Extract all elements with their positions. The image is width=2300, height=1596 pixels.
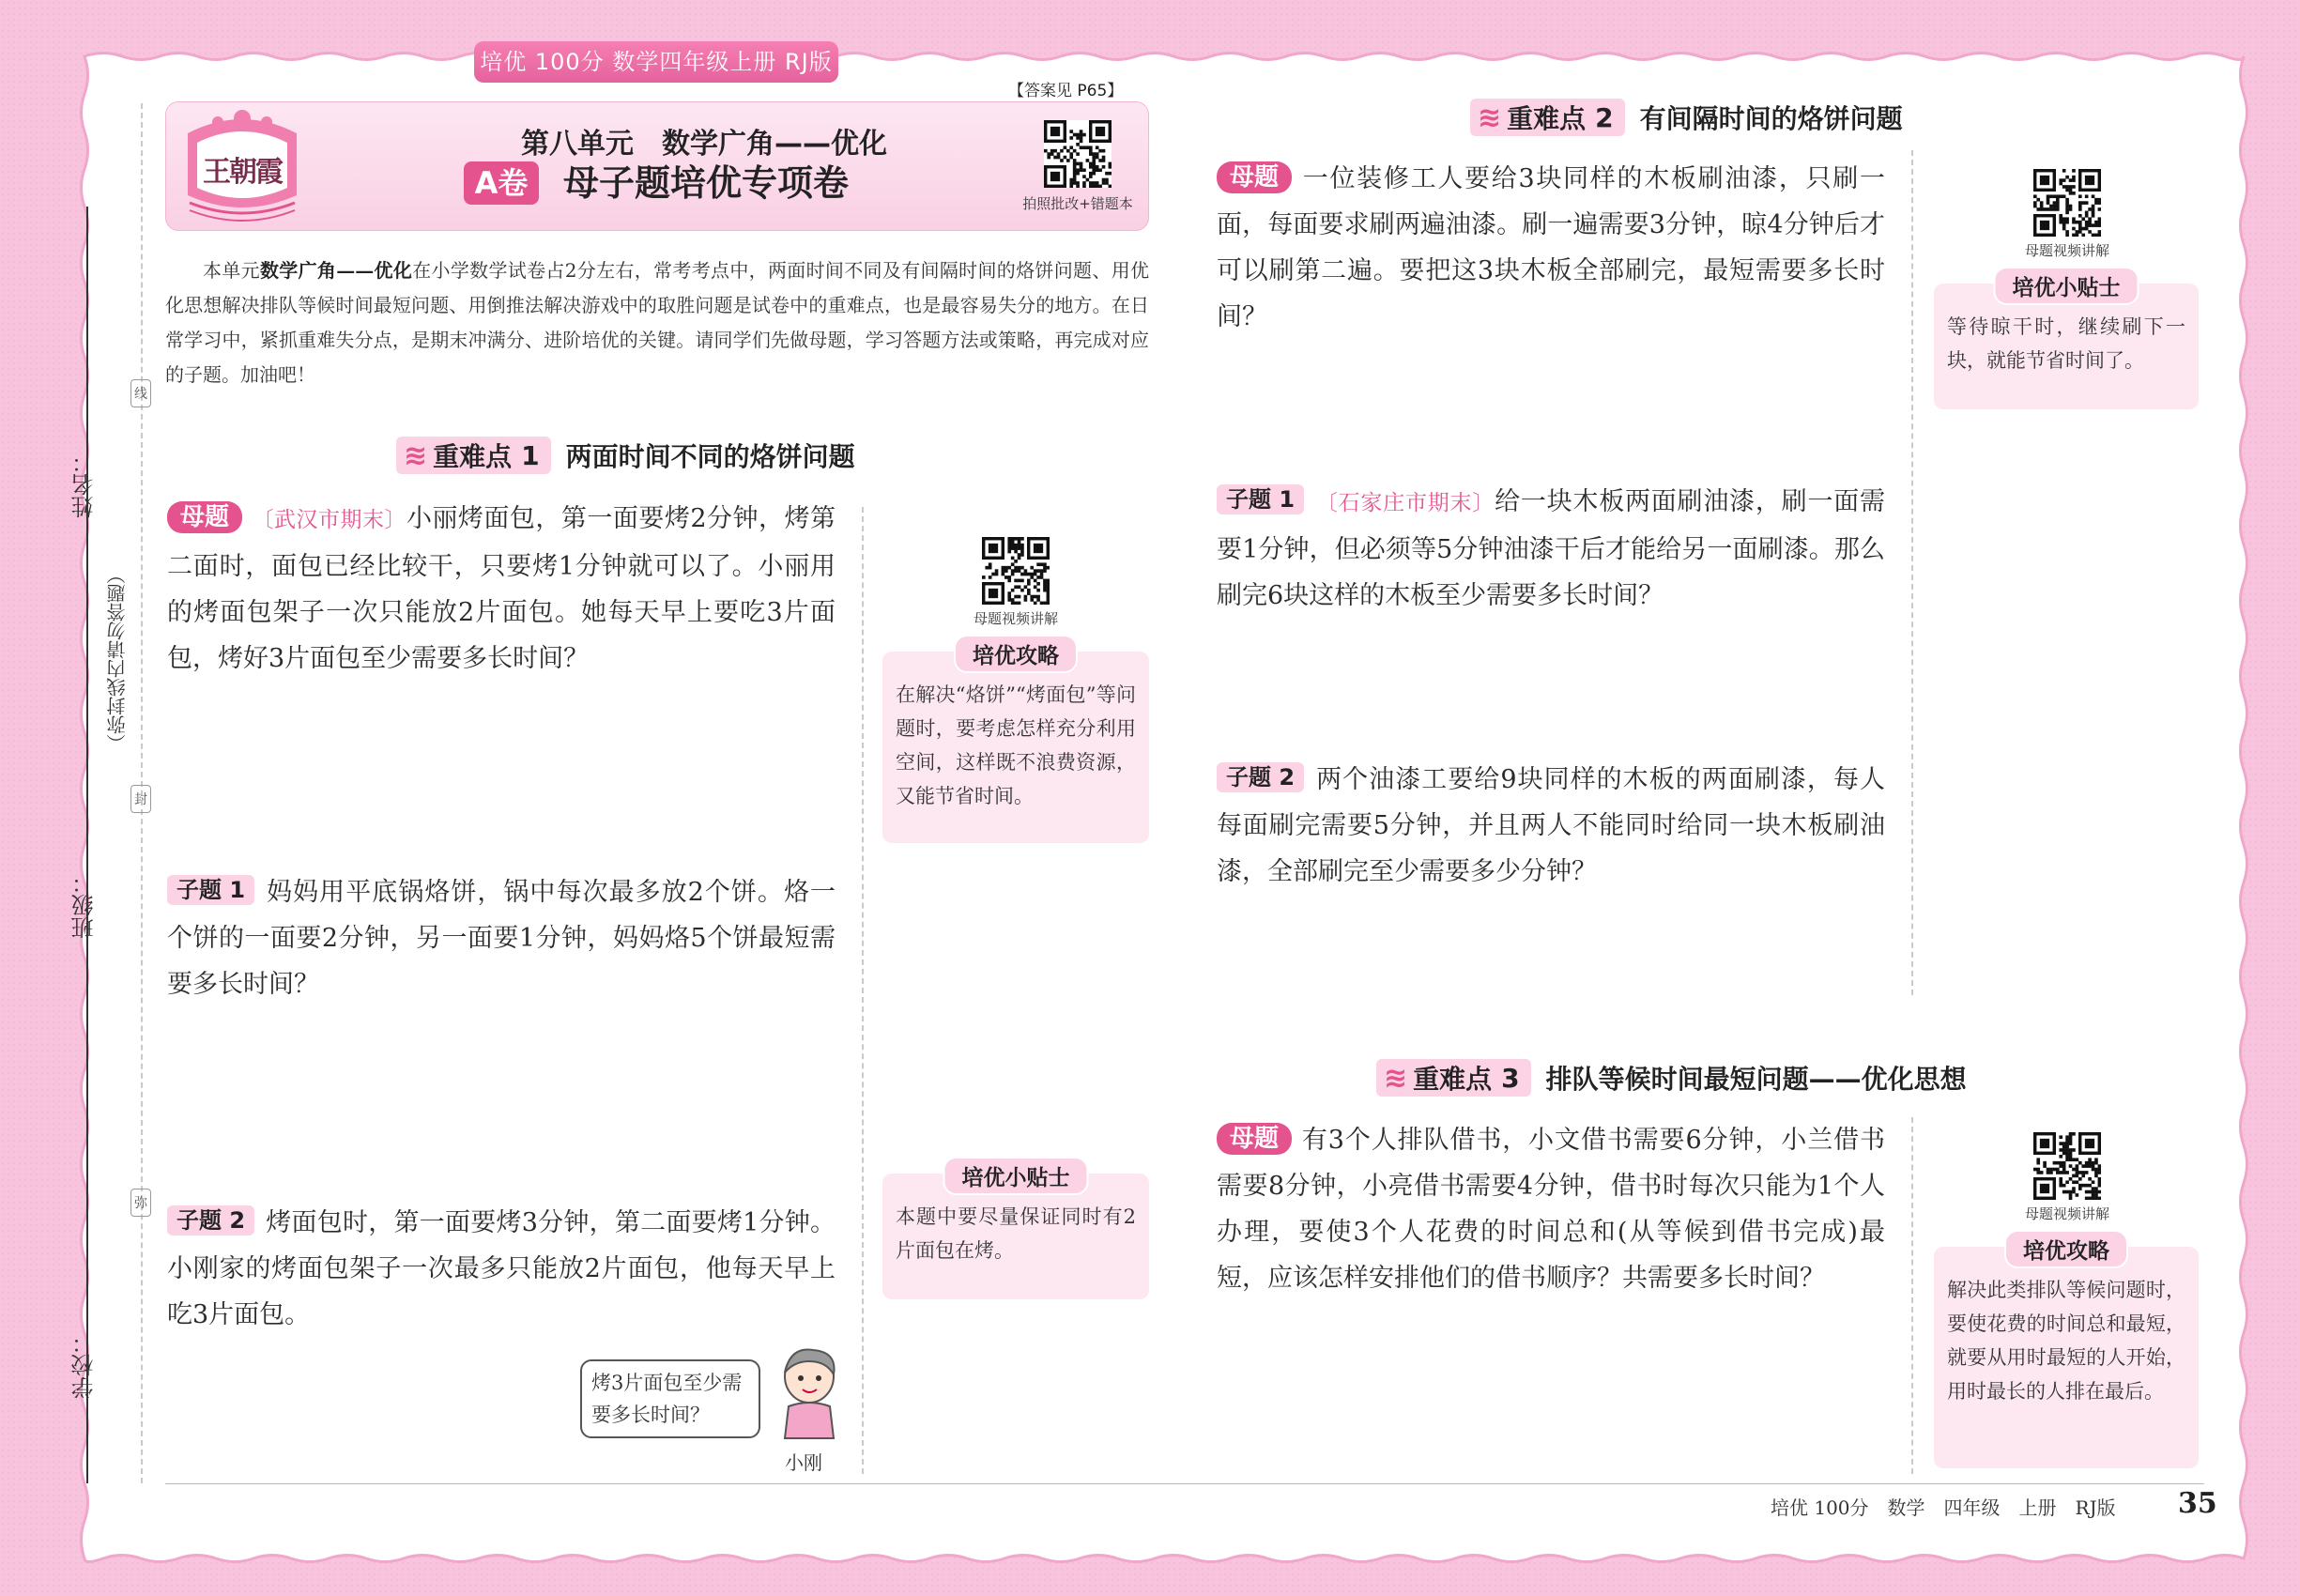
intro-prefix: 本单元 bbox=[203, 259, 260, 282]
problem-text: 给一块木板两面刷油漆，刷一面需要1分钟，但必须等5分钟油漆干后才能给另一面刷漆。那么刷完6块这样的木板至少需要多长时间？ bbox=[1217, 487, 1886, 610]
mother-tag: 母题 bbox=[167, 501, 242, 533]
section-1-sub-problem-1 bbox=[167, 869, 836, 1007]
unit-title: 第八单元 数学广角——优化 bbox=[521, 128, 887, 161]
section-1-sub-problem-2 bbox=[167, 1200, 836, 1338]
footer-rule bbox=[165, 1483, 2204, 1484]
answer-reference: 【答案见 P65】 bbox=[1008, 82, 1124, 100]
boy-character-icon bbox=[772, 1344, 847, 1448]
section-2-header bbox=[1470, 99, 1903, 136]
binding-line bbox=[86, 207, 88, 1483]
tip-box-strategy bbox=[882, 644, 1149, 843]
section-2-sub-problem-2 bbox=[1217, 757, 1885, 895]
problem-text: 小丽烤面包，第一面要烤2分钟，烤第二面时，面包已经比较干，只要烤1分钟就可以了。小丽用的烤面包架子一次只能放2片面包。她每天早上要吃3片面包，烤好3片面包至少需要多长时间？ bbox=[167, 504, 836, 673]
tip-title: 培优攻略 bbox=[954, 635, 1078, 673]
problem-text: 烤面包时，第一面要烤3分钟，第二面要烤1分钟。小刚家的烤面包架子一次最多只能放2片面包，他每天早上吃3片面包。 bbox=[167, 1208, 836, 1329]
qr-caption: 母题视频讲解 bbox=[2024, 242, 2109, 259]
tip-title: 培优攻略 bbox=[2004, 1230, 2128, 1268]
page-number: 35 bbox=[2178, 1487, 2217, 1520]
brand-logo-text: 王朝霞 bbox=[203, 156, 282, 189]
problem-text: 两个油漆工要给9块同样的木板的两面刷漆，每人每面刷完需要5分钟，并且两人不能同时给同一块木板刷油漆，全部刷完至少需要多少分钟？ bbox=[1217, 765, 1885, 886]
section-1-title: 两面时间不同的烙饼问题 bbox=[565, 441, 855, 472]
problem-text: 妈妈用平底锅烙饼，锅中每次最多放2个饼。烙一个饼的一面要2分钟，另一面要1分钟，妈妈烙5个饼最短需要多长时间？ bbox=[167, 878, 836, 999]
qr-caption: 拍照批改+错题本 bbox=[1022, 195, 1133, 212]
source-tag: 〔武汉市期末〕 bbox=[252, 508, 406, 532]
problem-text: 有3个人排队借书，小文借书需要6分钟，小兰借书需要8分钟，小亮借书需要4分钟，借书时每次只能为1个人办理，要使3个人花费的时间总和(从等候到借书完成)最短，应该怎样安排他们的借书顺序？共需要多长时间？ bbox=[1217, 1126, 1885, 1293]
qr-code-icon[interactable] bbox=[2033, 169, 2101, 237]
seal-notice: （弥封线内请勿答题） bbox=[106, 565, 129, 753]
tip-body: 解决此类排队等候问题时，要使花费的时间总和最短，就要从用时最短的人开始，用时最长的人排在最后。 bbox=[1947, 1279, 2185, 1403]
column-divider bbox=[1911, 1117, 1913, 1474]
section-1-badge: ≋ 重难点 1 bbox=[396, 437, 551, 474]
mother-tag: 母题 bbox=[1217, 1123, 1292, 1155]
section-3-title: 排队等候时间最短问题——优化思想 bbox=[1545, 1064, 1967, 1095]
source-tag: 〔石家庄市期末〕 bbox=[1315, 491, 1495, 515]
tip-body: 本题中要尽量保证同时有2片面包在烤。 bbox=[896, 1205, 1136, 1262]
footer-text: 培优 100分 数学 四年级 上册 RJ版 bbox=[1771, 1496, 2116, 1519]
name-label: 姓名： bbox=[71, 451, 98, 518]
section-2-title: 有间隔时间的烙饼问题 bbox=[1639, 103, 1903, 134]
tip-title: 培优小贴士 bbox=[943, 1157, 1089, 1195]
column-divider bbox=[862, 507, 864, 1474]
section-2-sub-problem-1 bbox=[1217, 479, 1885, 619]
intro-highlight: 数学广角——优化 bbox=[259, 259, 413, 282]
intro-text: 在小学数学试卷占2分左右，常考考点中，两面时间不同及有间隔时间的烙饼问题、用优化思想解决排队等候时间最短问题、用倒推法解决游戏中的取胜问题是试卷中的重难点，也是最容易失分的地方。在日常学习中，紧抓重难失分点，是期末冲满分、进阶培优的关键。请同学们先做母题，学习答题方法或策略，再完成对应的子题。加油吧！ bbox=[165, 259, 1150, 386]
speech-bubble: 烤3片面包至少需要多长时间？ bbox=[580, 1359, 760, 1438]
unit-introduction bbox=[165, 253, 1149, 392]
section-2-badge: ≋ 重难点 2 bbox=[1470, 99, 1625, 136]
tip-body: 等待晾干时，继续刷下一块，就能节省时间了。 bbox=[1947, 315, 2185, 372]
sub-tag: 子题 1 bbox=[1217, 484, 1304, 514]
column-divider bbox=[1911, 150, 1913, 995]
section-2-mother-problem bbox=[1217, 156, 1885, 340]
tip-body: 在解决“烙饼”“烤面包”等问题时，要考虑怎样充分利用空间，这样既不浪费资源，又能节省时间。 bbox=[896, 683, 1136, 807]
seal-mi-char: 弥 bbox=[130, 1189, 151, 1217]
section-3-mother-problem bbox=[1217, 1117, 1885, 1301]
qr-code-icon[interactable] bbox=[1044, 120, 1112, 188]
waves-icon: ≋ bbox=[1384, 1061, 1408, 1095]
waves-icon: ≋ bbox=[1478, 100, 1502, 134]
qr-caption: 母题视频讲解 bbox=[973, 610, 1058, 627]
qr-code-icon[interactable] bbox=[2033, 1132, 2101, 1200]
school-label: 学校： bbox=[71, 1331, 98, 1399]
class-label: 班级： bbox=[71, 871, 98, 939]
character-name: 小刚 bbox=[785, 1451, 822, 1474]
sub-tag: 子题 1 bbox=[167, 875, 254, 905]
mother-tag: 母题 bbox=[1217, 161, 1292, 193]
section-1-header bbox=[396, 437, 855, 474]
volume-title: 母子题培优专项卷 bbox=[563, 162, 850, 204]
sub-tag: 子题 2 bbox=[167, 1205, 254, 1235]
section-3-badge: ≋ 重难点 3 bbox=[1376, 1059, 1531, 1097]
section-3-header bbox=[1376, 1059, 1967, 1097]
qr-code-icon[interactable] bbox=[982, 537, 1050, 605]
problem-text: 一位装修工人要给3块同样的木板刷油漆，只刷一面，每面要求刷两遍油漆。刷一遍需要3分钟，晾4分钟后才可以刷第二遍。要把这3块木板全部刷完，最短需要多长时间？ bbox=[1217, 164, 1885, 331]
waves-icon: ≋ bbox=[404, 438, 428, 472]
series-header-tab: 培优 100分 数学四年级上册 RJ版 bbox=[474, 41, 838, 83]
seal-line-char: 线 bbox=[130, 379, 151, 407]
seal-seal-char: 封 bbox=[130, 785, 151, 813]
sub-tag: 子题 2 bbox=[1217, 762, 1304, 792]
tip-title: 培优小贴士 bbox=[1994, 267, 2139, 305]
tip-box-hint bbox=[1934, 276, 2199, 409]
tip-box-hint bbox=[882, 1166, 1149, 1299]
tip-box-strategy bbox=[1934, 1239, 2199, 1468]
section-1-mother-problem bbox=[167, 496, 836, 682]
qr-caption: 母题视频讲解 bbox=[2024, 1205, 2109, 1222]
volume-badge: A卷 bbox=[464, 161, 539, 205]
